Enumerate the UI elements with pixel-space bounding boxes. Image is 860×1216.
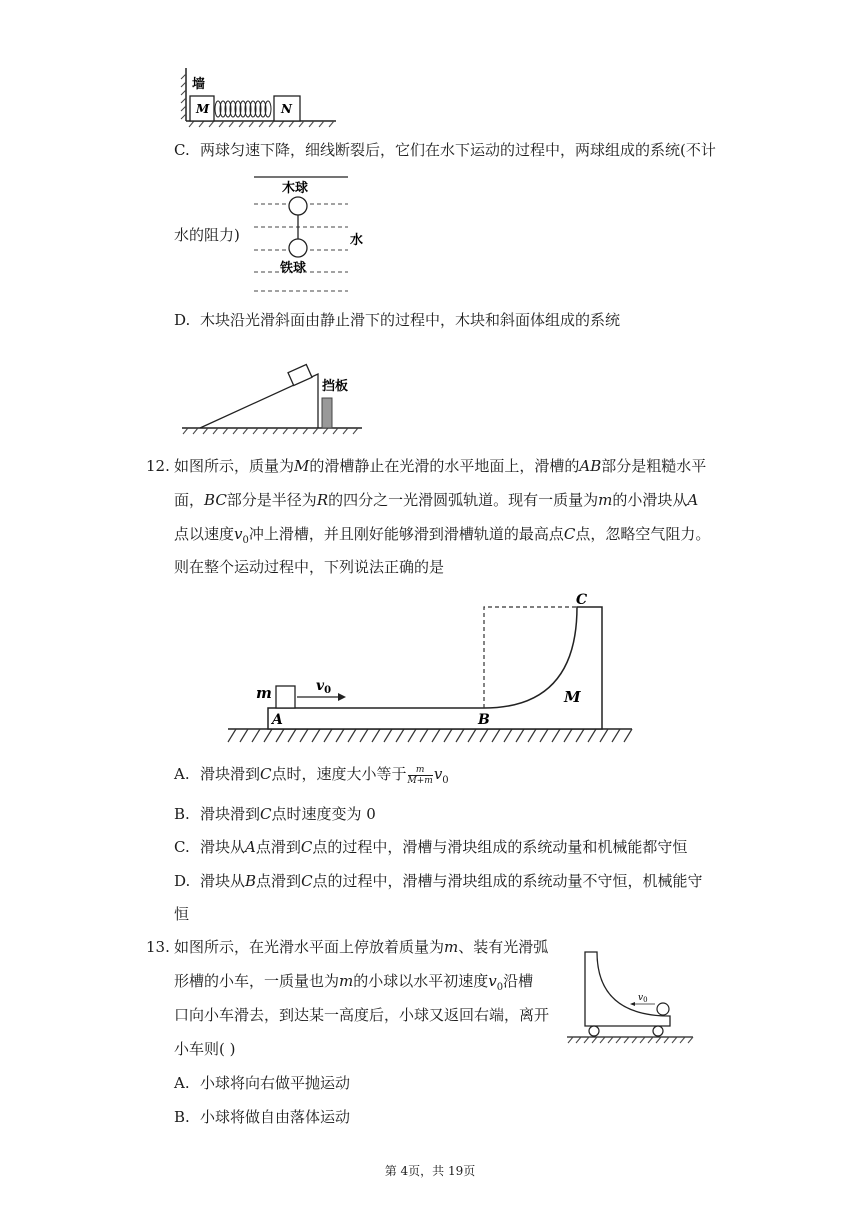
symbol: v [234, 525, 243, 543]
option-label: A. [174, 1074, 190, 1092]
fraction [408, 765, 433, 786]
q13-stem-line2 [174, 971, 533, 998]
symbol: C [260, 765, 272, 783]
block-n-label: N [281, 102, 292, 116]
q12-stem-line2 [174, 490, 698, 510]
option-label: B. [174, 805, 190, 823]
q13-stem-line4: 小车则( ) [174, 1040, 236, 1058]
q12-option-c [174, 837, 687, 857]
text-run: 的滑槽静止在光滑的水平地面上，滑槽的 [309, 457, 580, 475]
option-label: B. [174, 1108, 190, 1126]
symbol: C [300, 838, 313, 856]
text-run: 滑块从 [200, 838, 246, 856]
subscript: 0 [242, 535, 249, 546]
q11-option-d [174, 310, 620, 330]
slider-m-label: m [256, 684, 272, 702]
text-run: 部分是半径为 [226, 491, 317, 509]
q12-option-d [174, 871, 703, 891]
symbol: R [316, 491, 329, 509]
text-run: 冲上滑槽，并且刚好能够滑到滑槽轨道的最高点 [248, 525, 564, 543]
q11-option-c-cont: 水的阻力) [174, 226, 240, 244]
v0-label: $v_0$ [316, 678, 332, 696]
block-m-label: M [196, 102, 210, 116]
q11-option-c [174, 140, 716, 160]
symbol: A [687, 491, 699, 509]
text-run: 点滑到 [255, 838, 301, 856]
q12-option-b [174, 804, 376, 824]
text-run: 点以速度 [174, 525, 235, 543]
q13-option-a [174, 1073, 350, 1093]
groove-m-label: M [564, 688, 581, 706]
water-label: 水 [350, 233, 364, 248]
text-run: 的小滑块从 [612, 491, 688, 509]
option-label: C. [174, 838, 190, 856]
option-text: 小球将向右做平抛运动 [200, 1074, 351, 1092]
symbol: m [339, 972, 354, 990]
symbol: B [245, 872, 257, 890]
text-run: 点滑到 [256, 872, 302, 890]
q12-number: 12. [146, 457, 170, 475]
text-run: 滑块滑到 [200, 805, 261, 823]
text-run: 点时，速度大小等于 [271, 765, 407, 783]
text-run: 的四分之一光滑圆弧轨道。现有一质量为 [328, 491, 599, 509]
fraction-denominator: M+m [407, 775, 433, 786]
option-text: 小球将做自由落体运动 [200, 1108, 351, 1126]
text-run: 面， [174, 491, 205, 509]
q13-option-b [174, 1107, 350, 1127]
option-text: 两球匀速下降，细线断裂后，它们在水下运动的过程中，两球组成的系统(不计 [200, 141, 716, 159]
option-label: D. [174, 872, 191, 890]
subscript: 0 [442, 775, 449, 786]
q12-option-a [174, 764, 449, 791]
page-footer: 第 4页，共 19页 [384, 1164, 476, 1178]
q12-stem-line1 [174, 456, 706, 476]
balls-in-water-figure [248, 172, 378, 296]
text-run: 如图所示，在光滑水平面上停放着质量为 [174, 938, 445, 956]
fraction-numerator: m [408, 765, 433, 776]
barrier-label: 挡板 [322, 379, 349, 394]
symbol: A [245, 838, 256, 856]
q12-stem-line4: 则在整个运动过程中，下列说法正确的是 [174, 558, 445, 576]
symbol: C [301, 872, 313, 890]
symbol: v [433, 765, 443, 783]
q13-stem-line3: 口向小车滑去，到达某一高度后，小球又返回右端，离开 [174, 1006, 550, 1024]
symbol: AB [579, 457, 602, 475]
q12-stem-line3 [174, 524, 710, 551]
q13-stem-line1 [174, 937, 548, 957]
wood-ball-label: 木球 [282, 181, 309, 196]
slide-groove-figure [222, 590, 642, 750]
text-run: 滑块滑到 [200, 765, 261, 783]
option-label: A. [174, 765, 190, 783]
symbol: M [294, 457, 310, 475]
symbol: C [260, 805, 272, 823]
cart-figure [565, 944, 695, 1046]
text-run: 点，忽略空气阻力。 [575, 525, 711, 543]
symbol: m [444, 938, 459, 956]
text-run: 的小球以水平初速度 [353, 972, 489, 990]
subscript: 0 [496, 982, 504, 993]
text-run: 如图所示，质量为 [174, 457, 295, 475]
q13-number: 13. [146, 938, 170, 956]
text-run: 、装有光滑弧 [458, 938, 549, 956]
q12-option-d-cont: 恒 [174, 905, 190, 923]
text-run: 沿槽 [503, 972, 534, 990]
option-text: 木块沿光滑斜面由静止滑下的过程中，木块和斜面体组成的系统 [200, 311, 621, 329]
text-run: 形槽的小车，一质量也为 [174, 972, 340, 990]
symbol: BC [204, 491, 227, 509]
text-run: 点时速度变为 0 [271, 805, 376, 823]
point-b-label: B [478, 712, 490, 728]
wall-label: 墙 [192, 77, 206, 92]
incline-figure [178, 362, 368, 438]
option-label: C. [174, 141, 190, 159]
iron-ball-label: 铁球 [280, 261, 307, 276]
text-run: 滑块从 [200, 872, 246, 890]
text-run: 点的过程中，滑槽与滑块组成的系统动量和机械能都守恒 [312, 838, 688, 856]
symbol: C [563, 525, 576, 543]
cart-v0-label: $v_0$ [638, 993, 648, 1004]
text-run: 部分是粗糙水平 [601, 457, 707, 475]
point-c-label: C [576, 592, 588, 608]
wall-spring-figure [178, 66, 348, 128]
text-run: 点的过程中，滑槽与滑块组成的系统动量不守恒，机械能守 [312, 872, 703, 890]
symbol: v [488, 972, 497, 990]
point-a-label: A [272, 712, 283, 728]
option-label: D. [174, 311, 191, 329]
symbol: m [598, 491, 613, 509]
